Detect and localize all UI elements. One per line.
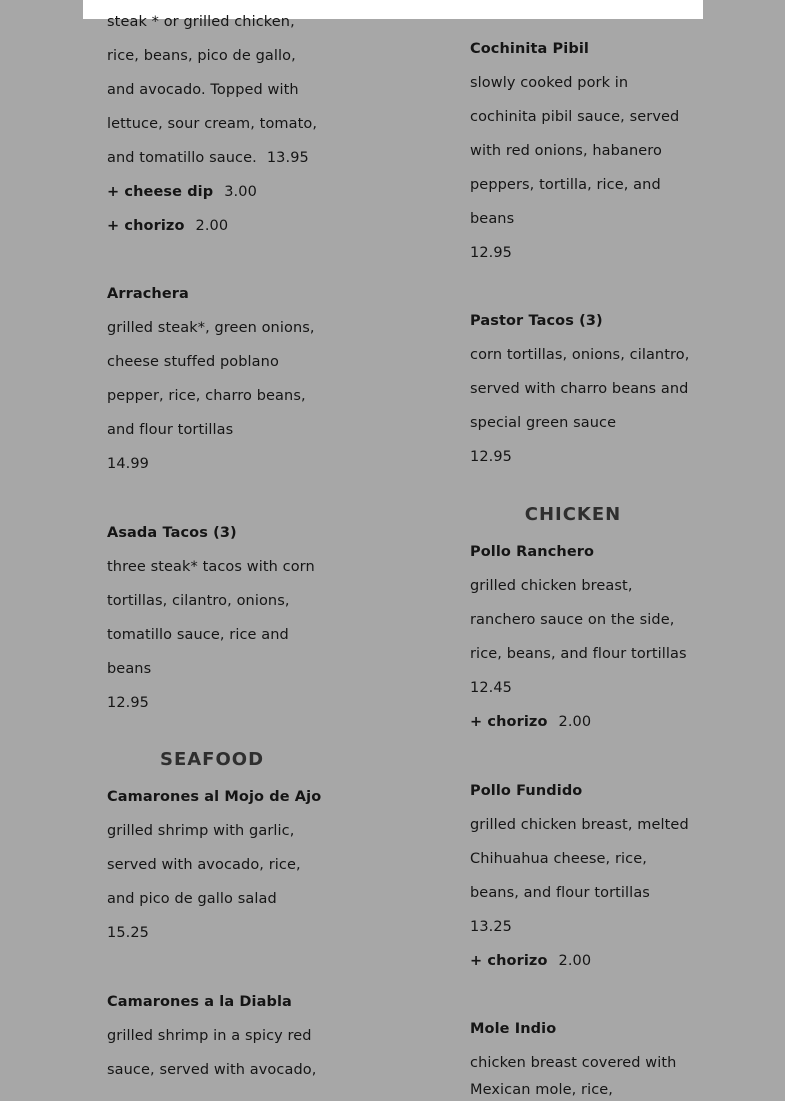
addon-line — [470, 712, 591, 732]
addon-line — [107, 216, 228, 236]
menu-item-description: grilled chicken breast, — [470, 578, 633, 594]
menu-item-name: Arrachera — [107, 286, 189, 302]
menu-item-price: 13.95 — [266, 150, 309, 166]
menu-item-description: corn tortillas, onions, cilantro, — [470, 347, 690, 363]
section-heading-seafood: SEAFOOD — [159, 749, 265, 770]
menu-item-description: grilled chicken breast, melted — [470, 817, 689, 833]
menu-item-description: beans — [107, 661, 152, 677]
menu-item-name: Camarones al Mojo de Ajo — [107, 789, 322, 805]
menu-item-price: 15.25 — [107, 925, 150, 941]
menu-item-price: 12.95 — [107, 695, 150, 711]
menu-item-price: 12.45 — [470, 680, 513, 696]
menu-item-description: rice, beans, and flour tortillas — [470, 646, 687, 662]
menu-item-name: Asada Tacos (3) — [107, 525, 237, 541]
menu-item-description: ranchero sauce on the side, — [470, 612, 675, 628]
menu-item-description: lettuce, sour cream, tomato, — [107, 116, 318, 132]
menu-item-description: special green sauce — [470, 415, 617, 431]
menu-item-name: Pollo Ranchero — [470, 544, 595, 560]
menu-item-description: grilled steak*, green onions, — [107, 320, 315, 336]
menu-item-description: steak * or grilled chicken, — [107, 14, 295, 30]
menu-item-description: tomatillo sauce, rice and — [107, 627, 289, 643]
addon-price: 2.00 — [558, 714, 592, 730]
menu-item-description: and flour tortillas — [107, 422, 234, 438]
addon-line — [107, 182, 257, 202]
menu-item-price: 12.95 — [470, 449, 513, 465]
addon-line — [470, 951, 591, 971]
addon-name: + chorizo — [470, 953, 548, 969]
menu-item-description: beans — [470, 211, 515, 227]
addon-price: 2.00 — [195, 218, 229, 234]
menu-item-description: grilled shrimp with garlic, — [107, 823, 295, 839]
menu-item-name: Cochinita Pibil — [470, 41, 589, 57]
menu-item-description: and avocado. Topped with — [107, 82, 299, 98]
menu-item-description: tortillas, cilantro, onions, — [107, 593, 290, 609]
menu-item-price: 14.99 — [107, 456, 150, 472]
menu-item-description: rice, beans, pico de gallo, — [107, 48, 296, 64]
menu-item-description: and pico de gallo salad — [107, 891, 277, 907]
addon-name: + cheese dip — [107, 184, 214, 200]
menu-item-name: Pastor Tacos (3) — [470, 313, 603, 329]
menu-item-description: with red onions, habanero — [470, 143, 662, 159]
addon-price: 3.00 — [224, 184, 257, 200]
menu-item-description — [107, 148, 309, 168]
menu-item-description: sauce, served with avocado, — [107, 1062, 317, 1078]
menu-item-name: Camarones a la Diabla — [107, 994, 292, 1010]
menu-item-description: beans, and flour tortillas — [470, 885, 650, 901]
menu-item-description: peppers, tortilla, rice, and — [470, 177, 661, 193]
menu-item-name: Mole Indio — [470, 1021, 557, 1037]
menu-item-description: cheese stuffed poblano — [107, 354, 279, 370]
menu-item-description: served with charro beans and — [470, 381, 689, 397]
menu-item-price: 13.25 — [470, 919, 513, 935]
menu-item-description: three steak* tacos with corn — [107, 559, 315, 575]
menu-item-description: served with avocado, rice, — [107, 857, 301, 873]
menu-item-description-end: and tomatillo sauce. — [107, 150, 257, 166]
menu-item-description: pepper, rice, charro beans, — [107, 388, 306, 404]
section-heading-chicken: CHICKEN — [524, 504, 622, 525]
menu-item-name: Pollo Fundido — [470, 783, 583, 799]
menu-item-description: slowly cooked pork in — [470, 75, 629, 91]
addon-price: 2.00 — [558, 953, 592, 969]
addon-name: + chorizo — [470, 714, 548, 730]
menu-item-description: cochinita pibil sauce, served — [470, 109, 680, 125]
menu-item-description: chicken breast covered with — [470, 1055, 677, 1071]
menu-item-description: Mexican mole, rice, — [470, 1082, 613, 1098]
menu-item-description: grilled shrimp in a spicy red — [107, 1028, 312, 1044]
menu-item-price: 12.95 — [470, 245, 513, 261]
menu-item-description: Chihuahua cheese, rice, — [470, 851, 647, 867]
addon-name: + chorizo — [107, 218, 185, 234]
